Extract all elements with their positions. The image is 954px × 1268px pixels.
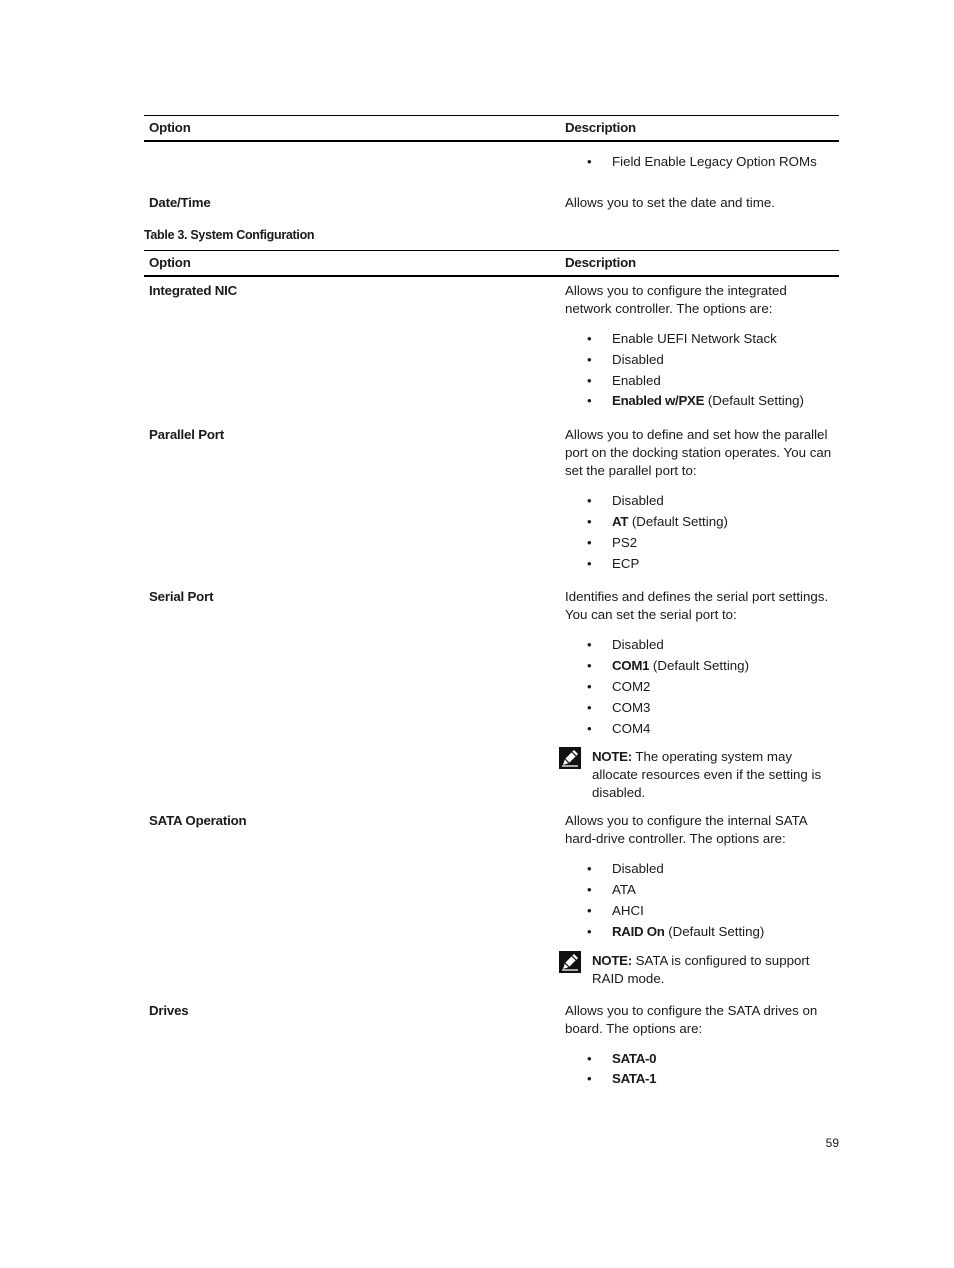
option-value: (Default Setting)	[664, 923, 765, 939]
bullet-list	[565, 491, 834, 574]
header-option: Option	[144, 251, 560, 277]
note-box	[560, 748, 834, 802]
list-item	[565, 1049, 834, 1070]
note-box	[560, 952, 834, 988]
list-item	[565, 901, 834, 922]
description-text: Allows you to configure the integrated network controller. The options are:	[565, 283, 787, 316]
option-date-time: Date/Time	[149, 195, 211, 210]
list-item	[565, 491, 834, 512]
bullet-list	[565, 635, 834, 739]
description-text: Allows you to configure the SATA drives on board. The options are:	[565, 1002, 818, 1036]
table-prev	[144, 115, 839, 224]
option-value-bold: COM1	[612, 658, 650, 674]
option-name: Integrated NIC	[149, 283, 238, 298]
option-value: COM2	[612, 678, 651, 694]
option-name: Serial Port	[149, 589, 214, 605]
list-item	[565, 371, 834, 392]
option-value: AHCI	[612, 902, 644, 918]
list-item	[565, 880, 834, 901]
table-row	[144, 588, 839, 812]
option-value: (Default Setting)	[628, 513, 728, 529]
header-description: Description	[560, 116, 839, 142]
option-name: Drives	[149, 1002, 189, 1018]
description-text: Allows you to configure the internal SATA hard-drive controller. The options are:	[565, 813, 807, 847]
option-name: SATA Operation	[149, 813, 247, 829]
option-value: Disabled	[612, 637, 664, 653]
list-item: • Field Enable Legacy Option ROMs	[565, 152, 834, 173]
option-value: PS2	[612, 534, 638, 550]
document-page	[144, 115, 839, 1090]
list-item	[565, 656, 834, 677]
header-option: Option	[144, 116, 560, 142]
note-text: SATA is configured to support RAID mode.	[592, 952, 814, 986]
bullet-list	[565, 859, 834, 942]
list-item	[565, 1069, 834, 1090]
table-system-configuration	[144, 250, 839, 1090]
option-value: Enable UEFI Network Stack	[612, 331, 777, 346]
list-item	[565, 554, 834, 575]
description-text: Allows you to set the date and time.	[565, 195, 775, 210]
list-item	[565, 677, 834, 698]
list-item	[565, 698, 834, 719]
table-row	[144, 188, 839, 224]
option-value: ATA	[612, 882, 636, 898]
page-number: 59	[825, 1136, 839, 1150]
list-item	[565, 719, 834, 740]
table-caption: Table 3. System Configuration	[144, 228, 315, 242]
bullet-list	[565, 152, 834, 173]
list-item	[565, 922, 834, 943]
option-value: Enabled	[612, 372, 661, 388]
option-value: Disabled	[612, 861, 664, 877]
option-value: COM3	[612, 699, 651, 715]
option-value-bold: SATA-1	[612, 1071, 657, 1087]
description-text: Identifies and defines the serial port settings. You can set the serial port to:	[565, 589, 829, 623]
description-text: Allows you to define and set how the parallel port on the docking station operates. You can set the parallel port to:	[565, 427, 832, 479]
list-item	[565, 391, 834, 412]
table-row	[144, 276, 839, 426]
option-value-bold: RAID On	[612, 923, 665, 939]
note-label: NOTE:	[592, 952, 632, 968]
option-value: (Default Setting)	[704, 393, 804, 409]
pencil-note-icon	[559, 747, 581, 769]
option-value: (Default Setting)	[649, 658, 749, 674]
option-value-bold: AT	[612, 513, 629, 529]
option-value-bold: Enabled w/PXE	[612, 393, 705, 409]
option-value: Disabled	[612, 493, 664, 509]
list-item	[565, 350, 834, 371]
bullet-list	[565, 1049, 834, 1091]
note-text: The operating system may allocate resources even if the setting is disabled.	[592, 749, 825, 801]
list-item	[565, 533, 834, 554]
option-value: Disabled	[612, 351, 664, 367]
option-value: COM4	[612, 720, 651, 736]
table-row	[144, 141, 839, 188]
list-item	[565, 635, 834, 656]
table-row	[144, 426, 839, 588]
option-name: Parallel Port	[149, 427, 224, 443]
bullet-list	[565, 329, 834, 412]
list-item	[565, 329, 834, 350]
header-description: Description	[560, 251, 839, 277]
pencil-note-icon	[559, 951, 581, 973]
option-value: ECP	[612, 555, 640, 571]
note-label: NOTE:	[592, 749, 632, 765]
option-value-bold: SATA-0	[612, 1050, 657, 1066]
list-item	[565, 512, 834, 533]
table-row	[144, 1002, 839, 1091]
list-item	[565, 859, 834, 880]
table-row	[144, 812, 839, 1001]
